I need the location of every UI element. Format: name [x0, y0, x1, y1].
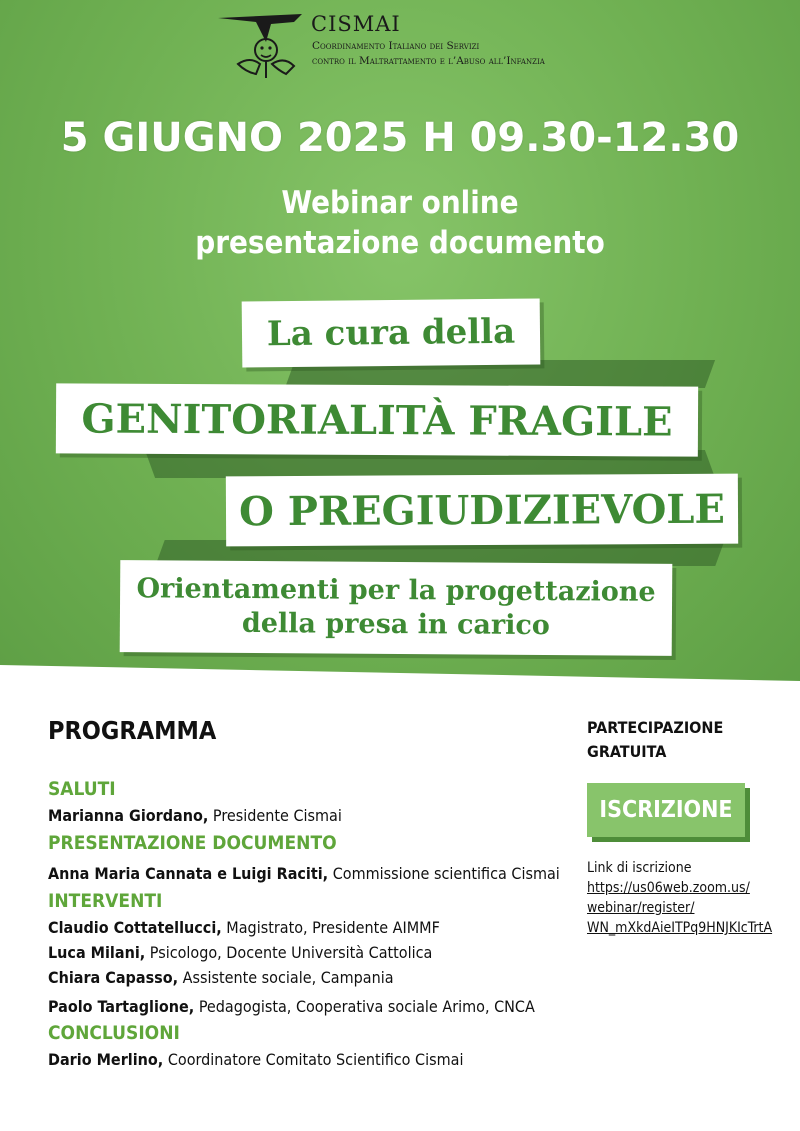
- speaker-line: [48, 864, 560, 883]
- speaker-line: [48, 997, 535, 1016]
- speaker-name: Anna Maria Cannata e Luigi Raciti,: [48, 864, 329, 883]
- title-band-2: GENITORIALITÀ FRAGILE: [56, 383, 698, 456]
- section-saluti: SALUTI: [48, 778, 116, 800]
- participation-line-1: PARTECIPAZIONE: [587, 718, 724, 737]
- speaker-line: [48, 1050, 463, 1069]
- title-band-1: La cura della: [242, 298, 541, 367]
- participation-line-2: GRATUITA: [587, 742, 667, 761]
- speaker-role: Pedagogista, Cooperativa sociale Arimo, CNCA: [194, 997, 535, 1016]
- link-label: Link di iscrizione: [587, 860, 692, 876]
- speaker-name: Paolo Tartaglione,: [48, 997, 195, 1016]
- event-date: 5 GIUGNO 2025 H 09.30-12.30: [60, 115, 740, 161]
- speaker-line: [48, 806, 342, 825]
- title-band-3: O PREGIUDIZIEVOLE: [226, 474, 738, 547]
- speaker-name: Claudio Cottatellucci,: [48, 918, 222, 937]
- speaker-name: Dario Merlino,: [48, 1050, 164, 1069]
- registration-link-part-1[interactable]: https://us06web.zoom.us/: [587, 880, 750, 896]
- speaker-line: [48, 943, 432, 962]
- speaker-line: [48, 968, 394, 987]
- speaker-role: Psicologo, Docente Università Cattolica: [145, 943, 433, 962]
- logo-mark-icon: [216, 12, 306, 84]
- event-description: presentazione documento: [195, 225, 605, 261]
- speaker-role: Magistrato, Presidente AIMMF: [221, 918, 440, 937]
- title-subline-1: Orientamenti per la progettazione: [136, 573, 656, 608]
- logo-subtitle-1: Coordinamento Italiano dei Servizi: [312, 40, 480, 52]
- speaker-role: Presidente Cismai: [208, 806, 342, 825]
- registration-link-part-3[interactable]: WN_mXkdAieITPq9HNJKIcTrtA: [587, 920, 773, 936]
- speaker-role: Assistente sociale, Campania: [178, 968, 394, 987]
- logo-subtitle-2: contro il Maltrattamento e l’Abuso all’Infanzia: [312, 55, 545, 67]
- speaker-role: Commissione scientifica Cismai: [328, 864, 560, 883]
- participation-note: [587, 716, 723, 764]
- section-conclusioni: CONCLUSIONI: [48, 1022, 180, 1044]
- registration-link-part-2[interactable]: webinar/register/: [587, 900, 695, 916]
- speaker-line: [48, 918, 440, 937]
- speaker-role: Coordinatore Comitato Scientifico Cismai: [163, 1050, 464, 1069]
- programma-heading: PROGRAMMA: [48, 716, 217, 745]
- event-format: Webinar online: [281, 185, 519, 221]
- logo-name: CISMAI: [311, 12, 401, 36]
- speaker-name: Luca Milani,: [48, 943, 146, 962]
- speaker-name: Chiara Capasso,: [48, 968, 179, 987]
- iscrizione-button[interactable]: ISCRIZIONE: [587, 783, 745, 837]
- section-interventi: INTERVENTI: [48, 890, 163, 912]
- speaker-name: Marianna Giordano,: [48, 806, 209, 825]
- section-presentazione: PRESENTAZIONE DOCUMENTO: [48, 832, 337, 854]
- title-band-4: [120, 560, 673, 656]
- cismai-logo: [216, 12, 616, 92]
- title-subline-2: della presa in carico: [241, 607, 550, 642]
